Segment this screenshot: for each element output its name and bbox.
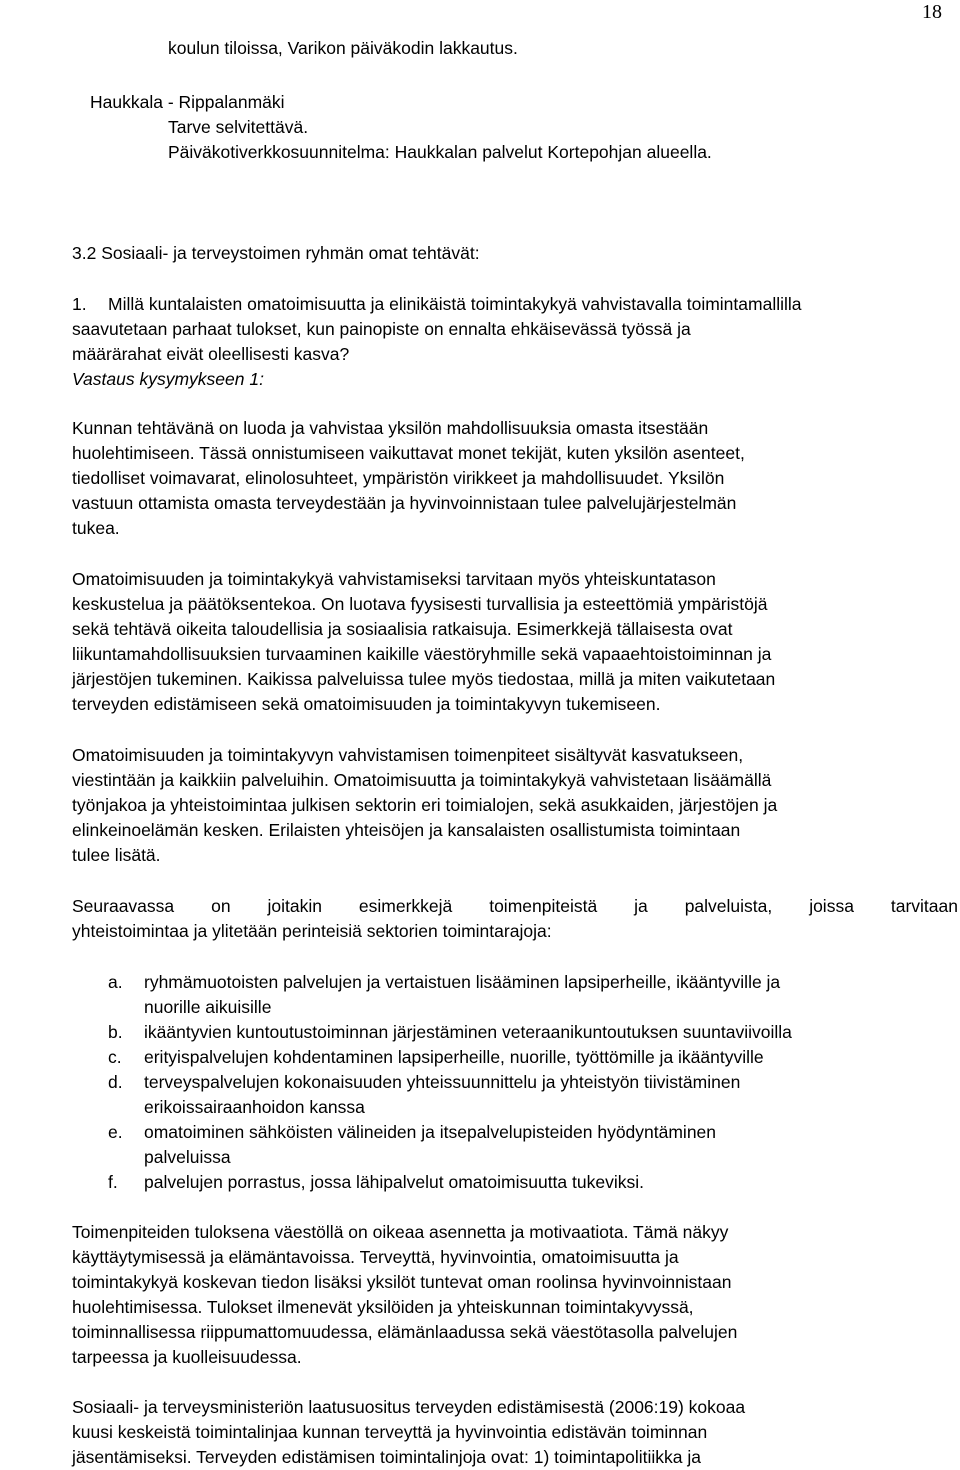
list-text: erityispalvelujen kohdentaminen lapsiperheille, nuorille, työttömille ja ikääntyville: [144, 1047, 764, 1067]
list-text: terveyspalvelujen kokonaisuuden yhteissuunnittelu ja yhteistyön tiivistäminen erikoissairaanhoidon kanssa: [144, 1072, 741, 1117]
list-text: ikääntyvien kuntoutustoiminnan järjestäminen veteraanikuntoutuksen suuntaviivoilla: [144, 1022, 792, 1042]
list-marker: b.: [108, 1022, 123, 1042]
paragraph-line: Seuraavassa on joitakin esimerkkejä toimenpiteistä ja palveluista, joissa tarvitaan: [72, 896, 958, 916]
paragraph-line: työnjakoa ja yhteistoimintaa julkisen sektorin eri toimialojen, sekä asukkaiden, järjestöjen ja: [72, 795, 778, 815]
page-number: 18: [922, 1, 942, 23]
paragraph-line: Kunnan tehtävänä on luoda ja vahvistaa yksilön mahdollisuuksia omasta itsestään: [72, 418, 709, 438]
paragraph-line: käyttäytymisessä ja elämäntavoissa. Terveyttä, hyvinvointia, omatoimisuutta ja: [72, 1247, 679, 1267]
paragraph-line: vastuun ottamista omasta terveydestään ja hyvinvoinnistaan tulee palvelujärjestelmän: [72, 493, 737, 513]
list-text: omatoiminen sähköisten välineiden ja itsepalvelupisteiden hyödyntäminen palveluissa: [144, 1122, 717, 1167]
paragraph-line: huolehtimiseen. Tässä onnistumiseen vaikuttavat monet tekijät, kuten yksilön asenteet,: [72, 443, 745, 463]
paragraph-line: huolehtimisessa. Tulokset ilmenevät yksilöiden ja yhteiskunnan toimintakyvyssä,: [72, 1297, 694, 1317]
list-marker: d.: [108, 1072, 123, 1092]
paragraph-line: jäsentämiseksi. Terveyden edistämisen toimintalinjoja ovat: 1) toimintapolitiikka ja: [72, 1447, 702, 1467]
list-text: palvelujen porrastus, jossa lähipalvelut omatoimisuutta tukeviksi.: [144, 1172, 644, 1192]
paragraph-line: yhteistoimintaa ja ylitetään perinteisiä sektorien toimintarajoja:: [72, 921, 552, 941]
paragraph-line: järjestöjen tukeminen. Kaikissa palveluissa tulee myös tiedostaa, millä ja miten vaikutetaan: [72, 669, 776, 689]
area-name: Haukkala - Rippalanmäki: [90, 92, 285, 112]
paragraph-line: Omatoimisuuden ja toimintakykyä vahvistamiseksi tarvitaan myös yhteiskuntatason: [72, 569, 716, 589]
paragraph-line: elinkeinoelämän kesken. Erilaisten yhteisöjen ja kansalaisten osallistumista toimintaan: [72, 820, 741, 840]
question-line: Millä kuntalaisten omatoimisuutta ja elinikäistä toimintakykyä vahvistavalla toimintamallilla: [108, 294, 802, 314]
area-line-1: Tarve selvitettävä.: [168, 117, 309, 137]
paragraph-line: Toimenpiteiden tuloksena väestöllä on oikeaa asennetta ja motivaatiota. Tämä näkyy: [72, 1222, 729, 1242]
question-line: saavutetaan parhaat tulokset, kun painopiste on ennalta ehkäisevässä työssä ja: [72, 319, 691, 339]
question-line: määrärahat eivät oleellisesti kasva?: [72, 344, 350, 364]
list-marker: c.: [108, 1047, 122, 1067]
paragraph-line: sekä tehtävä oikeita taloudellisia ja sosiaalisia ratkaisuja. Esimerkkejä tällaisesta ovat: [72, 619, 733, 639]
list-marker: a.: [108, 972, 123, 992]
paragraph-line: toiminnallisessa riippumattomuudessa, elämänlaadussa sekä väestötasolla palvelujen: [72, 1322, 738, 1342]
intro-line: koulun tiloissa, Varikon päiväkodin lakkautus.: [168, 38, 518, 58]
paragraph-line: tiedolliset voimavarat, elinolosuhteet, ympäristön virikkeet ja mahdollisuudet. Yksilön: [72, 468, 725, 488]
paragraph-line: kuusi keskeistä toimintalinjaa kunnan terveyttä ja hyvinvointia edistävän toiminnan: [72, 1422, 708, 1442]
paragraph-line: keskustelua ja päätöksentekoa. On luotava fyysisesti turvallisia ja esteettömiä ympäristöjä: [72, 594, 768, 614]
paragraph-line: liikuntamahdollisuuksien turvaaminen kaikille väestöryhmille sekä vapaaehtoistoiminnan ja: [72, 644, 772, 664]
paragraph-line: terveyden edistämiseen sekä omatoimisuuden ja toimintakyvyn tukemiseen.: [72, 694, 661, 714]
question-number: 1.: [72, 294, 87, 314]
paragraph-line: viestintään ja kaikkiin palveluihin. Omatoimisuutta ja toimintakykyä vahvistetaan lisäämällä: [72, 770, 772, 790]
paragraph-line: Sosiaali- ja terveysministeriön laatusuositus terveyden edistämisestä (2006:19) kokoaa: [72, 1397, 746, 1417]
section-heading: 3.2 Sosiaali- ja terveystoimen ryhmän omat tehtävät:: [72, 243, 480, 263]
paragraph-line: tarpeessa ja kuolleisuudessa.: [72, 1347, 302, 1367]
paragraph-line: tukea.: [72, 518, 120, 538]
list-marker: f.: [108, 1172, 118, 1192]
list-marker: e.: [108, 1122, 123, 1142]
paragraph-line: Omatoimisuuden ja toimintakyvyn vahvistamisen toimenpiteet sisältyvät kasvatukseen,: [72, 745, 744, 765]
paragraph-line: toimintakykyä koskevan tiedon lisäksi yksilöt tuntevat oman roolinsa hyvinvoinnistaan: [72, 1272, 732, 1292]
list-text: ryhmämuotoisten palvelujen ja vertaistuen lisääminen lapsiperheille, ikääntyville ja nuorille aikuisille: [144, 972, 781, 1017]
answer-label: Vastaus kysymykseen 1:: [72, 369, 264, 389]
area-line-2: Päiväkotiverkkosuunnitelma: Haukkalan palvelut Kortepohjan alueella.: [168, 142, 712, 162]
paragraph-line: tulee lisätä.: [72, 845, 161, 865]
